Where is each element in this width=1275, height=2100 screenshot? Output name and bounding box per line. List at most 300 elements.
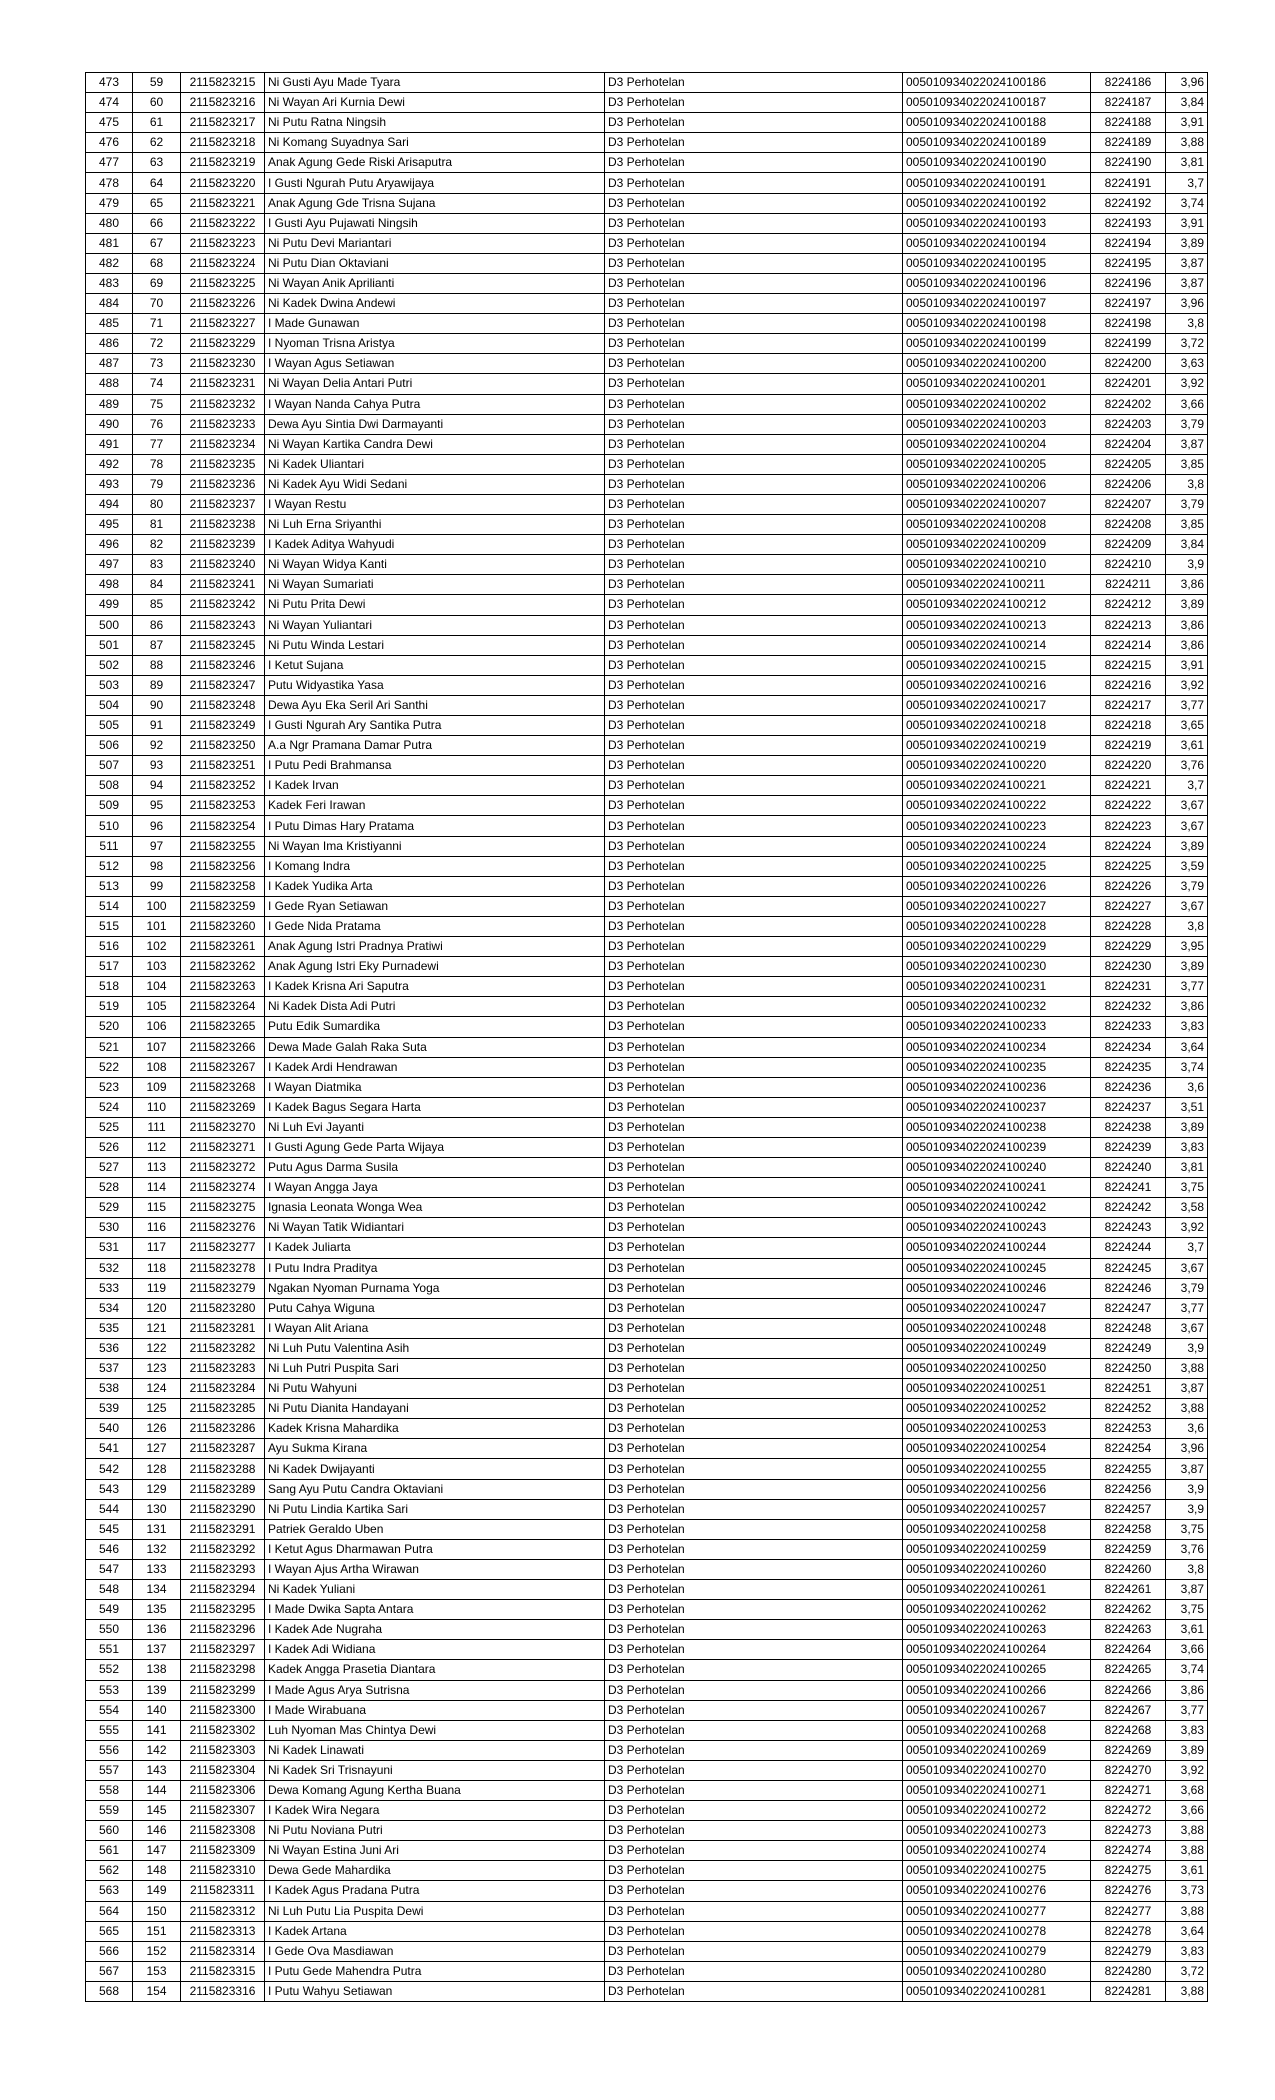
study-program-cell: D3 Perhotelan bbox=[605, 1841, 903, 1861]
sequence-number-cell: 151 bbox=[133, 1921, 181, 1941]
transcript-number-cell: 8224224 bbox=[1091, 836, 1166, 856]
student-name-cell: Ni Wayan Kartika Candra Dewi bbox=[265, 434, 605, 454]
table-row bbox=[86, 1017, 1208, 1037]
table-row bbox=[86, 776, 1208, 796]
study-program-cell: D3 Perhotelan bbox=[605, 1720, 903, 1740]
student-name-cell: I Wayan Restu bbox=[265, 494, 605, 514]
gpa-cell: 3,7 bbox=[1166, 173, 1208, 193]
row-number-cell: 563 bbox=[86, 1881, 133, 1901]
table-row bbox=[86, 716, 1208, 736]
student-name-cell: I Wayan Nanda Cahya Putra bbox=[265, 394, 605, 414]
student-id-cell: 2115823217 bbox=[181, 113, 265, 133]
student-id-cell: 2115823293 bbox=[181, 1559, 265, 1579]
table-body bbox=[86, 73, 1208, 2002]
student-name-cell: Ni Wayan Yuliantari bbox=[265, 615, 605, 635]
student-name-cell: I Gusti Ayu Pujawati Ningsih bbox=[265, 213, 605, 233]
sequence-number-cell: 140 bbox=[133, 1700, 181, 1720]
student-id-cell: 2115823280 bbox=[181, 1298, 265, 1318]
transcript-number-cell: 8224196 bbox=[1091, 273, 1166, 293]
table-row bbox=[86, 73, 1208, 93]
row-number-cell: 478 bbox=[86, 173, 133, 193]
student-name-cell: Putu Cahya Wiguna bbox=[265, 1298, 605, 1318]
table-row bbox=[86, 575, 1208, 595]
row-number-cell: 531 bbox=[86, 1238, 133, 1258]
student-id-cell: 2115823295 bbox=[181, 1600, 265, 1620]
sequence-number-cell: 86 bbox=[133, 615, 181, 635]
transcript-number-cell: 8224190 bbox=[1091, 153, 1166, 173]
certificate-number-cell: 005010934022024100195 bbox=[903, 253, 1091, 273]
sequence-number-cell: 78 bbox=[133, 454, 181, 474]
table-row bbox=[86, 515, 1208, 535]
transcript-number-cell: 8224187 bbox=[1091, 93, 1166, 113]
row-number-cell: 496 bbox=[86, 535, 133, 555]
gpa-cell: 3,74 bbox=[1166, 1057, 1208, 1077]
study-program-cell: D3 Perhotelan bbox=[605, 1338, 903, 1358]
certificate-number-cell: 005010934022024100231 bbox=[903, 977, 1091, 997]
transcript-number-cell: 8224197 bbox=[1091, 294, 1166, 314]
row-number-cell: 533 bbox=[86, 1278, 133, 1298]
transcript-number-cell: 8224218 bbox=[1091, 716, 1166, 736]
gpa-cell: 3,77 bbox=[1166, 1298, 1208, 1318]
sequence-number-cell: 117 bbox=[133, 1238, 181, 1258]
sequence-number-cell: 134 bbox=[133, 1580, 181, 1600]
certificate-number-cell: 005010934022024100214 bbox=[903, 635, 1091, 655]
table-row bbox=[86, 1419, 1208, 1439]
certificate-number-cell: 005010934022024100204 bbox=[903, 434, 1091, 454]
table-row bbox=[86, 1740, 1208, 1760]
row-number-cell: 559 bbox=[86, 1801, 133, 1821]
table-row bbox=[86, 1559, 1208, 1579]
student-id-cell: 2115823223 bbox=[181, 233, 265, 253]
certificate-number-cell: 005010934022024100252 bbox=[903, 1399, 1091, 1419]
table-row bbox=[86, 273, 1208, 293]
transcript-number-cell: 8224277 bbox=[1091, 1901, 1166, 1921]
student-name-cell: Ni Komang Suyadnya Sari bbox=[265, 133, 605, 153]
student-name-cell: Kadek Angga Prasetia Diantara bbox=[265, 1660, 605, 1680]
table-row bbox=[86, 1780, 1208, 1800]
student-id-cell: 2115823231 bbox=[181, 374, 265, 394]
row-number-cell: 562 bbox=[86, 1861, 133, 1881]
row-number-cell: 515 bbox=[86, 916, 133, 936]
certificate-number-cell: 005010934022024100199 bbox=[903, 334, 1091, 354]
row-number-cell: 514 bbox=[86, 896, 133, 916]
study-program-cell: D3 Perhotelan bbox=[605, 494, 903, 514]
student-name-cell: Ni Wayan Estina Juni Ari bbox=[265, 1841, 605, 1861]
student-id-cell: 2115823289 bbox=[181, 1479, 265, 1499]
gpa-cell: 3,8 bbox=[1166, 916, 1208, 936]
study-program-cell: D3 Perhotelan bbox=[605, 1519, 903, 1539]
study-program-cell: D3 Perhotelan bbox=[605, 394, 903, 414]
certificate-number-cell: 005010934022024100210 bbox=[903, 555, 1091, 575]
student-id-cell: 2115823221 bbox=[181, 193, 265, 213]
student-id-cell: 2115823230 bbox=[181, 354, 265, 374]
transcript-number-cell: 8224279 bbox=[1091, 1941, 1166, 1961]
row-number-cell: 552 bbox=[86, 1660, 133, 1680]
student-id-cell: 2115823314 bbox=[181, 1941, 265, 1961]
transcript-number-cell: 8224200 bbox=[1091, 354, 1166, 374]
sequence-number-cell: 114 bbox=[133, 1178, 181, 1198]
sequence-number-cell: 104 bbox=[133, 977, 181, 997]
sequence-number-cell: 129 bbox=[133, 1479, 181, 1499]
gpa-cell: 3,79 bbox=[1166, 1278, 1208, 1298]
sequence-number-cell: 88 bbox=[133, 655, 181, 675]
table-row bbox=[86, 1037, 1208, 1057]
row-number-cell: 553 bbox=[86, 1680, 133, 1700]
study-program-cell: D3 Perhotelan bbox=[605, 836, 903, 856]
table-row bbox=[86, 334, 1208, 354]
student-name-cell: I Kadek Artana bbox=[265, 1921, 605, 1941]
study-program-cell: D3 Perhotelan bbox=[605, 635, 903, 655]
row-number-cell: 492 bbox=[86, 454, 133, 474]
student-id-cell: 2115823238 bbox=[181, 515, 265, 535]
sequence-number-cell: 112 bbox=[133, 1137, 181, 1157]
student-id-cell: 2115823232 bbox=[181, 394, 265, 414]
sequence-number-cell: 79 bbox=[133, 474, 181, 494]
table-row bbox=[86, 1981, 1208, 2001]
row-number-cell: 497 bbox=[86, 555, 133, 575]
transcript-number-cell: 8224228 bbox=[1091, 916, 1166, 936]
gpa-cell: 3,61 bbox=[1166, 1861, 1208, 1881]
sequence-number-cell: 108 bbox=[133, 1057, 181, 1077]
gpa-cell: 3,67 bbox=[1166, 816, 1208, 836]
student-id-cell: 2115823220 bbox=[181, 173, 265, 193]
gpa-cell: 3,64 bbox=[1166, 1921, 1208, 1941]
sequence-number-cell: 62 bbox=[133, 133, 181, 153]
study-program-cell: D3 Perhotelan bbox=[605, 1580, 903, 1600]
table-row bbox=[86, 1640, 1208, 1660]
certificate-number-cell: 005010934022024100240 bbox=[903, 1158, 1091, 1178]
student-name-cell: Ni Kadek Linawati bbox=[265, 1740, 605, 1760]
student-id-cell: 2115823313 bbox=[181, 1921, 265, 1941]
sequence-number-cell: 103 bbox=[133, 957, 181, 977]
sequence-number-cell: 135 bbox=[133, 1600, 181, 1620]
sequence-number-cell: 113 bbox=[133, 1158, 181, 1178]
sequence-number-cell: 82 bbox=[133, 535, 181, 555]
student-name-cell: Anak Agung Istri Eky Purnadewi bbox=[265, 957, 605, 977]
transcript-number-cell: 8224238 bbox=[1091, 1117, 1166, 1137]
study-program-cell: D3 Perhotelan bbox=[605, 273, 903, 293]
row-number-cell: 491 bbox=[86, 434, 133, 454]
study-program-cell: D3 Perhotelan bbox=[605, 796, 903, 816]
gpa-cell: 3,9 bbox=[1166, 555, 1208, 575]
transcript-number-cell: 8224260 bbox=[1091, 1559, 1166, 1579]
sequence-number-cell: 109 bbox=[133, 1077, 181, 1097]
student-name-cell: I Kadek Aditya Wahyudi bbox=[265, 535, 605, 555]
student-name-cell: I Gusti Ngurah Ary Santika Putra bbox=[265, 716, 605, 736]
student-name-cell: Ni Wayan Widya Kanti bbox=[265, 555, 605, 575]
certificate-number-cell: 005010934022024100241 bbox=[903, 1178, 1091, 1198]
certificate-number-cell: 005010934022024100246 bbox=[903, 1278, 1091, 1298]
sequence-number-cell: 73 bbox=[133, 354, 181, 374]
study-program-cell: D3 Perhotelan bbox=[605, 1318, 903, 1338]
student-id-cell: 2115823287 bbox=[181, 1439, 265, 1459]
student-name-cell: I Kadek Krisna Ari Saputra bbox=[265, 977, 605, 997]
student-name-cell: Kadek Krisna Mahardika bbox=[265, 1419, 605, 1439]
transcript-number-cell: 8224191 bbox=[1091, 173, 1166, 193]
row-number-cell: 528 bbox=[86, 1178, 133, 1198]
certificate-number-cell: 005010934022024100237 bbox=[903, 1097, 1091, 1117]
gpa-cell: 3,88 bbox=[1166, 1981, 1208, 2001]
student-name-cell: Ni Wayan Ima Kristiyanni bbox=[265, 836, 605, 856]
sequence-number-cell: 102 bbox=[133, 937, 181, 957]
transcript-number-cell: 8224208 bbox=[1091, 515, 1166, 535]
transcript-number-cell: 8224186 bbox=[1091, 73, 1166, 93]
student-name-cell: Ni Kadek Ayu Widi Sedani bbox=[265, 474, 605, 494]
transcript-number-cell: 8224233 bbox=[1091, 1017, 1166, 1037]
certificate-number-cell: 005010934022024100268 bbox=[903, 1720, 1091, 1740]
gpa-cell: 3,86 bbox=[1166, 997, 1208, 1017]
table-row bbox=[86, 997, 1208, 1017]
gpa-cell: 3,81 bbox=[1166, 153, 1208, 173]
certificate-number-cell: 005010934022024100220 bbox=[903, 756, 1091, 776]
student-name-cell: Ni Kadek Sri Trisnayuni bbox=[265, 1760, 605, 1780]
transcript-number-cell: 8224274 bbox=[1091, 1841, 1166, 1861]
sequence-number-cell: 100 bbox=[133, 896, 181, 916]
student-name-cell: Ni Wayan Tatik Widiantari bbox=[265, 1218, 605, 1238]
table-row bbox=[86, 1600, 1208, 1620]
table-row bbox=[86, 1961, 1208, 1981]
row-number-cell: 517 bbox=[86, 957, 133, 977]
transcript-number-cell: 8224206 bbox=[1091, 474, 1166, 494]
transcript-number-cell: 8224230 bbox=[1091, 957, 1166, 977]
student-id-cell: 2115823278 bbox=[181, 1258, 265, 1278]
study-program-cell: D3 Perhotelan bbox=[605, 1559, 903, 1579]
student-name-cell: Ni Putu Prita Dewi bbox=[265, 595, 605, 615]
certificate-number-cell: 005010934022024100266 bbox=[903, 1680, 1091, 1700]
row-number-cell: 521 bbox=[86, 1037, 133, 1057]
transcript-number-cell: 8224222 bbox=[1091, 796, 1166, 816]
student-name-cell: I Kadek Irvan bbox=[265, 776, 605, 796]
certificate-number-cell: 005010934022024100233 bbox=[903, 1017, 1091, 1037]
student-name-cell: Luh Nyoman Mas Chintya Dewi bbox=[265, 1720, 605, 1740]
row-number-cell: 480 bbox=[86, 213, 133, 233]
study-program-cell: D3 Perhotelan bbox=[605, 1037, 903, 1057]
transcript-number-cell: 8224263 bbox=[1091, 1620, 1166, 1640]
student-name-cell: I Wayan Agus Setiawan bbox=[265, 354, 605, 374]
transcript-number-cell: 8224236 bbox=[1091, 1077, 1166, 1097]
row-number-cell: 486 bbox=[86, 334, 133, 354]
student-id-cell: 2115823285 bbox=[181, 1399, 265, 1419]
table-row bbox=[86, 294, 1208, 314]
sequence-number-cell: 106 bbox=[133, 1017, 181, 1037]
sequence-number-cell: 119 bbox=[133, 1278, 181, 1298]
certificate-number-cell: 005010934022024100254 bbox=[903, 1439, 1091, 1459]
student-name-cell: Dewa Ayu Sintia Dwi Darmayanti bbox=[265, 414, 605, 434]
gpa-cell: 3,9 bbox=[1166, 1338, 1208, 1358]
certificate-number-cell: 005010934022024100274 bbox=[903, 1841, 1091, 1861]
row-number-cell: 560 bbox=[86, 1821, 133, 1841]
sequence-number-cell: 110 bbox=[133, 1097, 181, 1117]
student-name-cell: I Ketut Agus Dharmawan Putra bbox=[265, 1539, 605, 1559]
student-name-cell: I Nyoman Trisna Aristya bbox=[265, 334, 605, 354]
gpa-cell: 3,79 bbox=[1166, 494, 1208, 514]
student-id-cell: 2115823245 bbox=[181, 635, 265, 655]
table-row bbox=[86, 1861, 1208, 1881]
study-program-cell: D3 Perhotelan bbox=[605, 756, 903, 776]
table-row bbox=[86, 374, 1208, 394]
student-id-cell: 2115823256 bbox=[181, 856, 265, 876]
student-id-cell: 2115823268 bbox=[181, 1077, 265, 1097]
table-row bbox=[86, 655, 1208, 675]
transcript-number-cell: 8224209 bbox=[1091, 535, 1166, 555]
row-number-cell: 549 bbox=[86, 1600, 133, 1620]
row-number-cell: 541 bbox=[86, 1439, 133, 1459]
transcript-number-cell: 8224269 bbox=[1091, 1740, 1166, 1760]
student-name-cell: I Made Gunawan bbox=[265, 314, 605, 334]
certificate-number-cell: 005010934022024100279 bbox=[903, 1941, 1091, 1961]
student-name-cell: I Kadek Ade Nugraha bbox=[265, 1620, 605, 1640]
study-program-cell: D3 Perhotelan bbox=[605, 233, 903, 253]
table-row bbox=[86, 916, 1208, 936]
student-id-cell: 2115823303 bbox=[181, 1740, 265, 1760]
student-name-cell: Putu Edik Sumardika bbox=[265, 1017, 605, 1037]
row-number-cell: 537 bbox=[86, 1359, 133, 1379]
certificate-number-cell: 005010934022024100209 bbox=[903, 535, 1091, 555]
transcript-number-cell: 8224243 bbox=[1091, 1218, 1166, 1238]
table-row bbox=[86, 173, 1208, 193]
transcript-number-cell: 8224261 bbox=[1091, 1580, 1166, 1600]
student-name-cell: I Putu Wahyu Setiawan bbox=[265, 1981, 605, 2001]
table-row bbox=[86, 595, 1208, 615]
student-name-cell: I Ketut Sujana bbox=[265, 655, 605, 675]
study-program-cell: D3 Perhotelan bbox=[605, 1921, 903, 1941]
student-id-cell: 2115823277 bbox=[181, 1238, 265, 1258]
student-id-cell: 2115823236 bbox=[181, 474, 265, 494]
certificate-number-cell: 005010934022024100245 bbox=[903, 1258, 1091, 1278]
row-number-cell: 554 bbox=[86, 1700, 133, 1720]
certificate-number-cell: 005010934022024100265 bbox=[903, 1660, 1091, 1680]
gpa-cell: 3,85 bbox=[1166, 515, 1208, 535]
table-row bbox=[86, 1680, 1208, 1700]
study-program-cell: D3 Perhotelan bbox=[605, 474, 903, 494]
sequence-number-cell: 141 bbox=[133, 1720, 181, 1740]
gpa-cell: 3,91 bbox=[1166, 655, 1208, 675]
certificate-number-cell: 005010934022024100243 bbox=[903, 1218, 1091, 1238]
study-program-cell: D3 Perhotelan bbox=[605, 1620, 903, 1640]
gpa-cell: 3,65 bbox=[1166, 716, 1208, 736]
gpa-cell: 3,95 bbox=[1166, 937, 1208, 957]
certificate-number-cell: 005010934022024100212 bbox=[903, 595, 1091, 615]
study-program-cell: D3 Perhotelan bbox=[605, 1660, 903, 1680]
certificate-number-cell: 005010934022024100207 bbox=[903, 494, 1091, 514]
student-id-cell: 2115823286 bbox=[181, 1419, 265, 1439]
student-name-cell: Ni Putu Dianita Handayani bbox=[265, 1399, 605, 1419]
certificate-number-cell: 005010934022024100191 bbox=[903, 173, 1091, 193]
table-row bbox=[86, 193, 1208, 213]
transcript-number-cell: 8224268 bbox=[1091, 1720, 1166, 1740]
study-program-cell: D3 Perhotelan bbox=[605, 1881, 903, 1901]
gpa-cell: 3,76 bbox=[1166, 756, 1208, 776]
gpa-cell: 3,84 bbox=[1166, 535, 1208, 555]
student-id-cell: 2115823254 bbox=[181, 816, 265, 836]
study-program-cell: D3 Perhotelan bbox=[605, 314, 903, 334]
certificate-number-cell: 005010934022024100232 bbox=[903, 997, 1091, 1017]
gpa-cell: 3,64 bbox=[1166, 1037, 1208, 1057]
transcript-number-cell: 8224240 bbox=[1091, 1158, 1166, 1178]
certificate-number-cell: 005010934022024100229 bbox=[903, 937, 1091, 957]
row-number-cell: 516 bbox=[86, 937, 133, 957]
table-row bbox=[86, 233, 1208, 253]
sequence-number-cell: 83 bbox=[133, 555, 181, 575]
student-id-cell: 2115823272 bbox=[181, 1158, 265, 1178]
row-number-cell: 534 bbox=[86, 1298, 133, 1318]
gpa-cell: 3,88 bbox=[1166, 1821, 1208, 1841]
student-id-cell: 2115823247 bbox=[181, 675, 265, 695]
transcript-number-cell: 8224212 bbox=[1091, 595, 1166, 615]
study-program-cell: D3 Perhotelan bbox=[605, 93, 903, 113]
transcript-number-cell: 8224256 bbox=[1091, 1479, 1166, 1499]
certificate-number-cell: 005010934022024100202 bbox=[903, 394, 1091, 414]
gpa-cell: 3,58 bbox=[1166, 1198, 1208, 1218]
table-row bbox=[86, 93, 1208, 113]
sequence-number-cell: 154 bbox=[133, 1981, 181, 2001]
table-row bbox=[86, 1479, 1208, 1499]
student-id-cell: 2115823246 bbox=[181, 655, 265, 675]
row-number-cell: 487 bbox=[86, 354, 133, 374]
table-row bbox=[86, 1499, 1208, 1519]
student-id-cell: 2115823215 bbox=[181, 73, 265, 93]
study-program-cell: D3 Perhotelan bbox=[605, 1399, 903, 1419]
table-row bbox=[86, 615, 1208, 635]
gpa-cell: 3,89 bbox=[1166, 957, 1208, 977]
sequence-number-cell: 74 bbox=[133, 374, 181, 394]
gpa-cell: 3,87 bbox=[1166, 1379, 1208, 1399]
study-program-cell: D3 Perhotelan bbox=[605, 1137, 903, 1157]
student-id-cell: 2115823266 bbox=[181, 1037, 265, 1057]
row-number-cell: 481 bbox=[86, 233, 133, 253]
certificate-number-cell: 005010934022024100238 bbox=[903, 1117, 1091, 1137]
certificate-number-cell: 005010934022024100187 bbox=[903, 93, 1091, 113]
transcript-number-cell: 8224213 bbox=[1091, 615, 1166, 635]
gpa-cell: 3,77 bbox=[1166, 977, 1208, 997]
study-program-cell: D3 Perhotelan bbox=[605, 1640, 903, 1660]
sequence-number-cell: 144 bbox=[133, 1780, 181, 1800]
row-number-cell: 505 bbox=[86, 716, 133, 736]
study-program-cell: D3 Perhotelan bbox=[605, 1359, 903, 1379]
table-row bbox=[86, 1218, 1208, 1238]
gpa-cell: 3,75 bbox=[1166, 1600, 1208, 1620]
gpa-cell: 3,83 bbox=[1166, 1137, 1208, 1157]
certificate-number-cell: 005010934022024100248 bbox=[903, 1318, 1091, 1338]
study-program-cell: D3 Perhotelan bbox=[605, 1941, 903, 1961]
sequence-number-cell: 95 bbox=[133, 796, 181, 816]
row-number-cell: 544 bbox=[86, 1499, 133, 1519]
table-row bbox=[86, 1178, 1208, 1198]
transcript-number-cell: 8224247 bbox=[1091, 1298, 1166, 1318]
study-program-cell: D3 Perhotelan bbox=[605, 1178, 903, 1198]
study-program-cell: D3 Perhotelan bbox=[605, 997, 903, 1017]
table-row bbox=[86, 1459, 1208, 1479]
student-id-cell: 2115823294 bbox=[181, 1580, 265, 1600]
row-number-cell: 501 bbox=[86, 635, 133, 655]
sequence-number-cell: 111 bbox=[133, 1117, 181, 1137]
row-number-cell: 538 bbox=[86, 1379, 133, 1399]
gpa-cell: 3,51 bbox=[1166, 1097, 1208, 1117]
row-number-cell: 475 bbox=[86, 113, 133, 133]
row-number-cell: 476 bbox=[86, 133, 133, 153]
row-number-cell: 510 bbox=[86, 816, 133, 836]
student-id-cell: 2115823227 bbox=[181, 314, 265, 334]
table-row bbox=[86, 555, 1208, 575]
student-id-cell: 2115823267 bbox=[181, 1057, 265, 1077]
gpa-cell: 3,96 bbox=[1166, 73, 1208, 93]
transcript-number-cell: 8224199 bbox=[1091, 334, 1166, 354]
student-id-cell: 2115823300 bbox=[181, 1700, 265, 1720]
sequence-number-cell: 66 bbox=[133, 213, 181, 233]
student-name-cell: I Putu Dimas Hary Pratama bbox=[265, 816, 605, 836]
student-id-cell: 2115823288 bbox=[181, 1459, 265, 1479]
student-name-cell: Ni Putu Lindia Kartika Sari bbox=[265, 1499, 605, 1519]
